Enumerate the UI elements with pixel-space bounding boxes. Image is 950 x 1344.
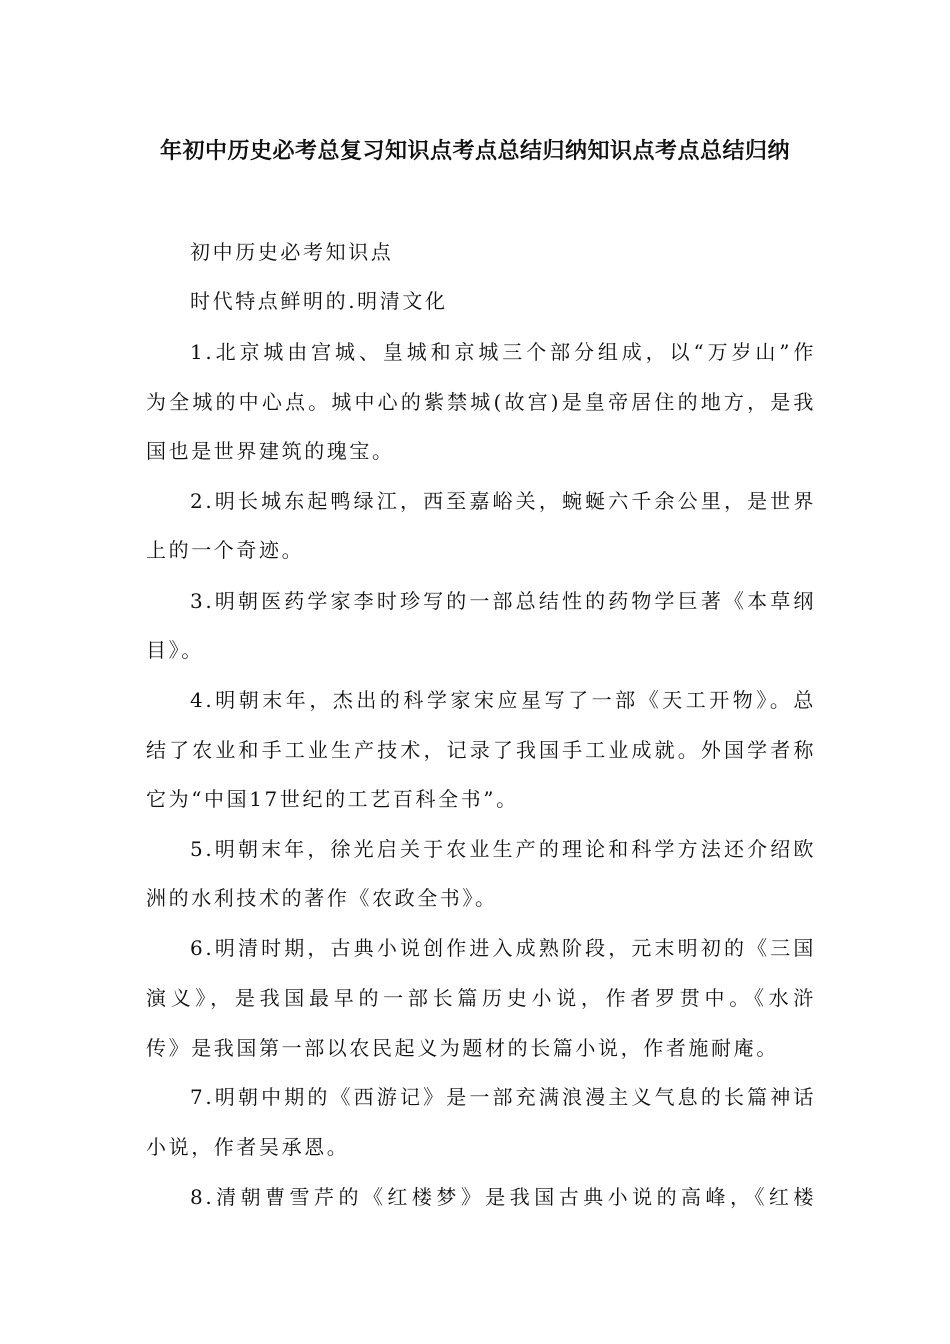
paragraph-4-line-3: 它为“中国17世纪的工艺百科全书”。 bbox=[146, 787, 519, 811]
paragraph-5-line-1: 5.明朝末年，徐光启关于农业生产的理论和科学方法还介绍欧 bbox=[190, 837, 816, 861]
paragraph-7-line-2: 小说，作者吴承恩。 bbox=[146, 1135, 350, 1159]
paragraph-1-line-1: 1.北京城由宫城、皇城和京城三个部分组成，以“万岁山”作 bbox=[190, 340, 816, 364]
paragraph-3-line-2: 目》。 bbox=[146, 638, 204, 662]
paragraph-2-line-1: 2.明长城东起鸭绿江，西至嘉峪关，蜿蜒六千余公里，是世界 bbox=[190, 489, 816, 513]
paragraph-1-line-2: 为全城的中心点。城中心的紫禁城(故宫)是皇帝居住的地方，是我 bbox=[146, 390, 816, 414]
paragraph-4-line-2: 结了农业和手工业生产技术，记录了我国手工业成就。外国学者称 bbox=[146, 738, 816, 762]
paragraph-4-line-1: 4.明朝末年，杰出的科学家宋应星写了一部《天工开物》。总 bbox=[190, 688, 816, 712]
section-heading: 初中历史必考知识点 bbox=[190, 240, 394, 264]
paragraph-5-line-2: 洲的水利技术的著作《农政全书》。 bbox=[146, 886, 498, 910]
paragraph-7-line-1: 7.明朝中期的《西游记》是一部充满浪漫主义气息的长篇神话 bbox=[190, 1085, 816, 1109]
document-title: 年初中历史必考总复习知识点考点总结归纳知识点考点总结归纳 bbox=[159, 139, 790, 164]
paragraph-8-line-1: 8.清朝曹雪芹的《红楼梦》是我国古典小说的高峰，《红楼 bbox=[190, 1185, 816, 1209]
paragraph-1-line-3: 国也是世界建筑的瑰宝。 bbox=[146, 439, 395, 463]
paragraph-2-line-2: 上的一个奇迹。 bbox=[146, 538, 305, 562]
paragraph-6-line-3: 传》是我国第一部以农民起义为题材的长篇小说，作者施耐庵。 bbox=[146, 1036, 779, 1060]
paragraph-6-line-1: 6.明清时期，古典小说创作进入成熟阶段，元末明初的《三国 bbox=[190, 936, 816, 960]
paragraph-6-line-2: 演义》，是我国最早的一部长篇历史小说，作者罗贯中。《水浒 bbox=[146, 986, 816, 1010]
paragraph-3-line-1: 3.明朝医药学家李时珍写的一部总结性的药物学巨著《本草纲 bbox=[190, 589, 816, 613]
subheading: 时代特点鲜明的.明清文化 bbox=[190, 289, 448, 313]
